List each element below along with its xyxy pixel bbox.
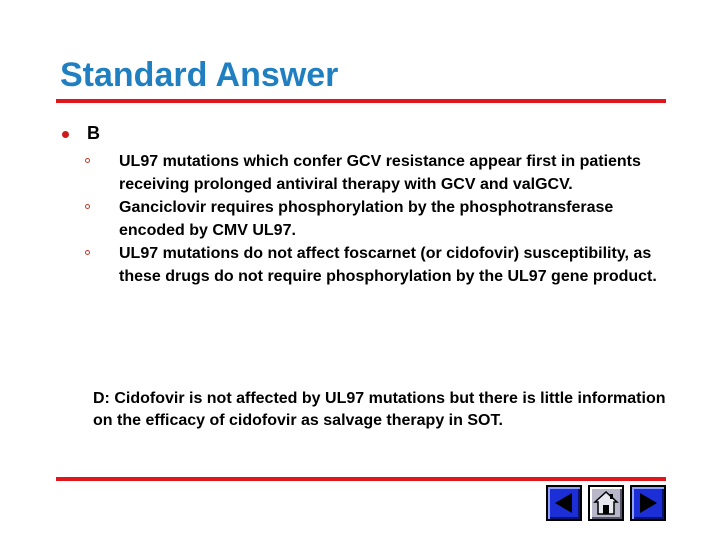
next-slide-button[interactable] bbox=[630, 485, 666, 521]
sub-bullet-item bbox=[85, 150, 665, 196]
home-icon bbox=[593, 490, 619, 516]
main-bullet-dot bbox=[62, 131, 69, 138]
sub-bullet-icon bbox=[85, 204, 90, 209]
sub-bullet-text: Ganciclovir requires phosphorylation by the phosphotransferase encoded by CMV UL97. bbox=[119, 199, 614, 239]
slide-title: Standard Answer bbox=[60, 56, 339, 94]
sub-bullet-item bbox=[85, 242, 665, 288]
answer-note: D: Cidofovir is not affected by UL97 mutations but there is little information on the efficacy of cidofovir as salvage therapy in SOT. bbox=[93, 390, 666, 429]
slide-navigation bbox=[546, 485, 666, 521]
previous-arrow-icon bbox=[552, 491, 576, 515]
sub-bullet-icon bbox=[85, 158, 90, 163]
sub-bullet-text: UL97 mutations do not affect foscarnet (or cidofovir) susceptibility, as these drugs do not require phosphorylation by the UL97 gene product. bbox=[119, 245, 657, 285]
previous-slide-button[interactable] bbox=[546, 485, 582, 521]
next-arrow-icon bbox=[636, 491, 660, 515]
home-button[interactable] bbox=[588, 485, 624, 521]
main-bullet-label: B bbox=[87, 123, 100, 143]
sub-bullet-icon bbox=[85, 250, 90, 255]
footer-divider bbox=[56, 477, 666, 481]
sub-bullet-list bbox=[85, 150, 665, 288]
sub-bullet-text: UL97 mutations which confer GCV resistance appear first in patients receiving prolonged antiviral therapy with GCV and valGCV. bbox=[119, 153, 641, 193]
title-divider bbox=[56, 99, 666, 103]
sub-bullet-item bbox=[85, 196, 665, 242]
